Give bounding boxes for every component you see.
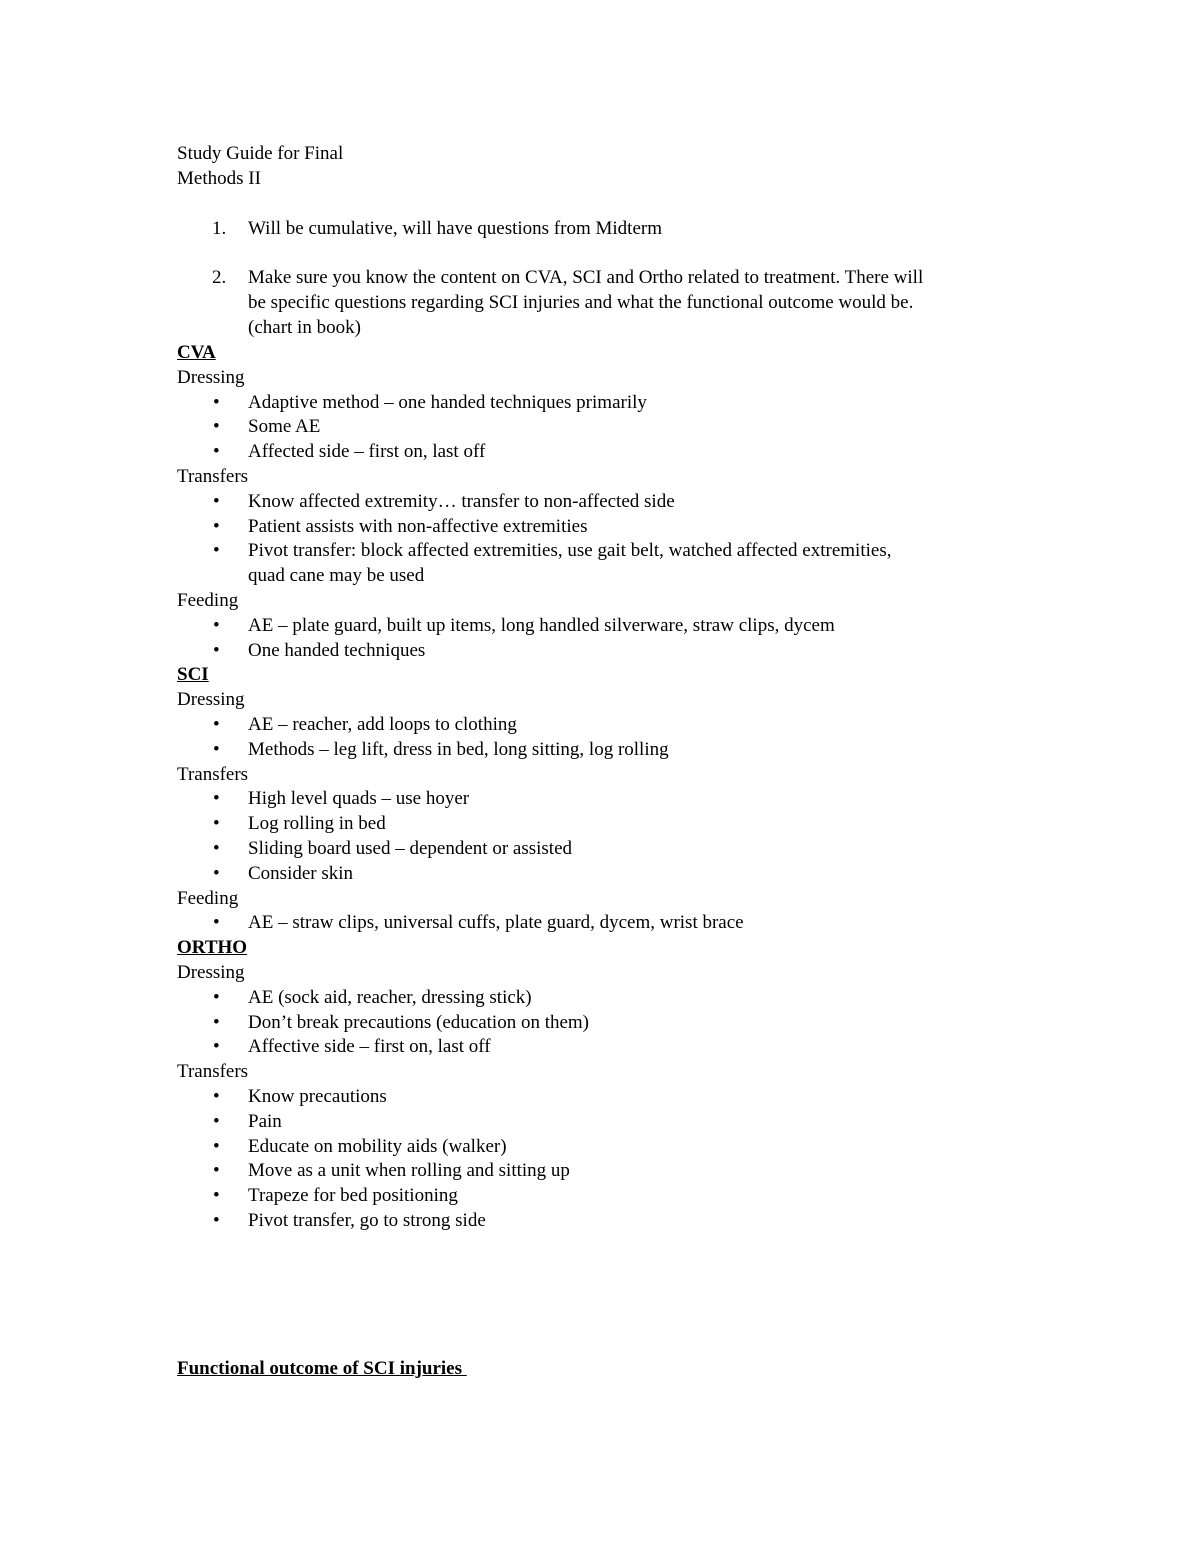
list-item: • Pivot transfer, go to strong side bbox=[177, 1209, 1037, 1234]
bullet-list bbox=[177, 490, 1037, 589]
list-item: • Know precautions bbox=[177, 1085, 1037, 1110]
bullet-list bbox=[177, 1085, 1037, 1234]
list-item: • Pain bbox=[177, 1110, 1037, 1135]
item-text-line: (chart in book) bbox=[248, 316, 361, 338]
bullet-icon: • bbox=[213, 515, 220, 537]
subsection-label: Dressing bbox=[177, 961, 245, 983]
bullet-list bbox=[177, 986, 1037, 1060]
subsection-label: Feeding bbox=[177, 887, 239, 909]
list-item: • Some AE bbox=[177, 415, 1037, 440]
bullet-icon: • bbox=[213, 837, 220, 859]
bullet-icon: • bbox=[213, 441, 220, 463]
list-item: • Don’t break precautions (education on them) bbox=[177, 1011, 1037, 1036]
list-item: • AE – plate guard, built up items, long handled silverware, straw clips, dycem bbox=[177, 614, 1037, 639]
item-text-line: Make sure you know the content on CVA, SCI and Ortho related to treatment. There will bbox=[248, 267, 924, 288]
bullet-icon: • bbox=[213, 1110, 220, 1132]
bullet-icon: • bbox=[213, 862, 220, 884]
list-item: • Sliding board used – dependent or assisted bbox=[177, 837, 1037, 862]
list-item: • AE – reacher, add loops to clothing bbox=[177, 713, 1037, 738]
course-name: Methods II bbox=[177, 167, 261, 189]
bullet-icon: • bbox=[213, 416, 220, 438]
bullet-icon: • bbox=[213, 391, 220, 413]
bullet-icon: • bbox=[213, 614, 220, 636]
list-item: • AE (sock aid, reacher, dressing stick) bbox=[177, 986, 1037, 1011]
title-block bbox=[177, 142, 1037, 192]
section-ortho bbox=[177, 936, 1037, 1234]
list-item: • AE – straw clips, universal cuffs, plate guard, dycem, wrist brace bbox=[177, 911, 1037, 936]
bullet-list bbox=[177, 787, 1037, 886]
bullet-icon: • bbox=[213, 639, 220, 661]
section-sci bbox=[177, 663, 1037, 936]
sections bbox=[177, 341, 1037, 1234]
bullet-icon: • bbox=[213, 540, 220, 562]
list-item: • Affected side – first on, last off bbox=[177, 440, 1037, 465]
list-item: • Pivot transfer: block affected extremities, use gait belt, watched affected extremities, quad cane may be used bbox=[177, 539, 1037, 589]
bullet-icon: • bbox=[213, 713, 220, 735]
list-item: • Educate on mobility aids (walker) bbox=[177, 1135, 1037, 1160]
item-text-line: be specific questions regarding SCI injuries and what the functional outcome would be. bbox=[248, 291, 914, 313]
numbered-item-1 bbox=[177, 217, 1037, 242]
section-heading-sci: SCI bbox=[177, 664, 209, 686]
functional-outcome-heading: Functional outcome of SCI injuries bbox=[177, 1358, 467, 1379]
bullet-list bbox=[177, 391, 1037, 465]
bullet-icon: • bbox=[213, 738, 220, 760]
bullet-icon: • bbox=[213, 1160, 220, 1182]
item-text-line: Will be cumulative, will have questions from Midterm bbox=[248, 218, 662, 239]
list-item: • One handed techniques bbox=[177, 639, 1037, 664]
subsection-label: Feeding bbox=[177, 589, 239, 611]
numbered-item-2 bbox=[177, 266, 1037, 340]
list-item: • Patient assists with non-affective extremities bbox=[177, 515, 1037, 540]
subsection-label: Transfers bbox=[177, 1061, 249, 1083]
bullet-list bbox=[177, 614, 1037, 664]
section-heading-ortho: ORTHO bbox=[177, 937, 248, 959]
bullet-icon: • bbox=[213, 1209, 220, 1231]
section-cva bbox=[177, 341, 1037, 663]
document-title: Study Guide for Final bbox=[177, 143, 344, 164]
list-item: • Affective side – first on, last off bbox=[177, 1035, 1037, 1060]
bullet-icon: • bbox=[213, 1185, 220, 1207]
bullet-icon: • bbox=[213, 1011, 220, 1033]
list-item: • Consider skin bbox=[177, 862, 1037, 887]
subsection-label: Dressing bbox=[177, 689, 245, 711]
section-heading-cva: CVA bbox=[177, 342, 216, 363]
item-number: 1. bbox=[212, 218, 227, 239]
list-item: • Trapeze for bed positioning bbox=[177, 1184, 1037, 1209]
list-item: • Move as a unit when rolling and sitting up bbox=[177, 1159, 1037, 1184]
subsection-label: Transfers bbox=[177, 465, 249, 487]
list-item: • Methods – leg lift, dress in bed, long sitting, log rolling bbox=[177, 738, 1037, 763]
subsection-label: Dressing bbox=[177, 366, 245, 388]
bullet-icon: • bbox=[213, 788, 220, 810]
bullet-list bbox=[177, 713, 1037, 763]
list-item: • Adaptive method – one handed techniques primarily bbox=[177, 391, 1037, 416]
list-item: • Know affected extremity… transfer to non-affected side bbox=[177, 490, 1037, 515]
bullet-icon: • bbox=[213, 490, 220, 512]
item-number: 2. bbox=[212, 267, 227, 288]
bullet-icon: • bbox=[213, 912, 220, 934]
bullet-icon: • bbox=[213, 986, 220, 1008]
bullet-icon: • bbox=[213, 1085, 220, 1107]
bullet-icon: • bbox=[213, 1036, 220, 1058]
bullet-list bbox=[177, 911, 1037, 936]
list-item: • High level quads – use hoyer bbox=[177, 787, 1037, 812]
list-item: • Log rolling in bed bbox=[177, 812, 1037, 837]
bullet-icon: • bbox=[213, 813, 220, 835]
subsection-label: Transfers bbox=[177, 763, 249, 785]
bullet-icon: • bbox=[213, 1135, 220, 1157]
